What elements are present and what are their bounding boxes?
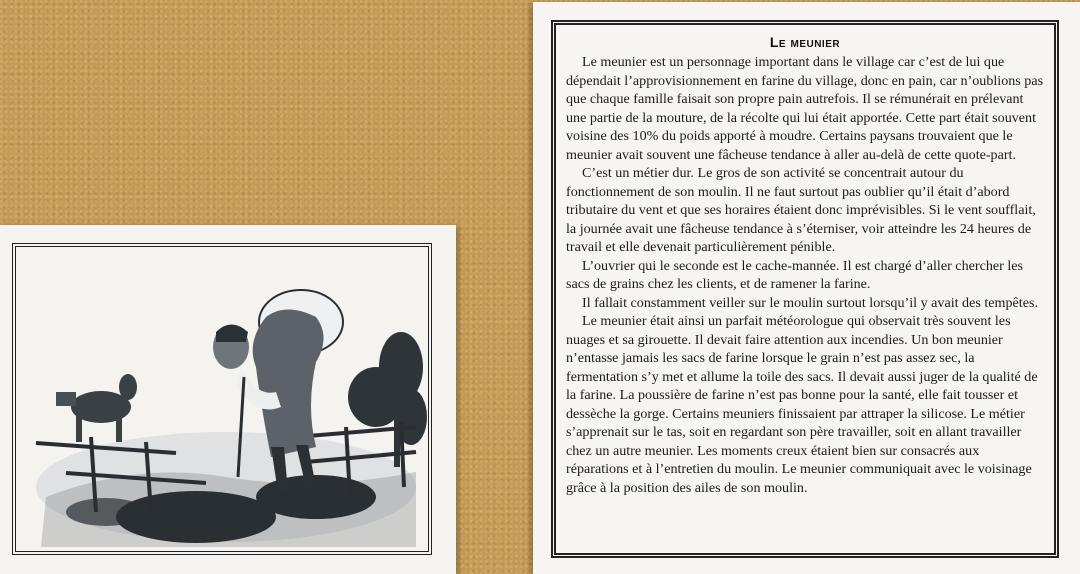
paragraph: L’ouvrier qui le seconde est le cache-mannée. Il est chargé d’aller chercher les sacs de grains chez les clients, et de ramener la farine. (566, 257, 1023, 292)
article-title: Le meunier (769, 34, 841, 50)
illustration-card (0, 225, 456, 574)
text-frame (551, 20, 1059, 558)
paragraph: C’est un métier dur. Le gros de son activité se concentrait autour du fonctionnement de son moulin. Il ne faut surtout pas oublier qu’il était d’abord tributaire du vent et que ses horaires étaient donc imprévisibles. Si le vent soufflait, la journée avait une fâcheuse tendance à s’éterniser, voir atteindre les 24 heures de travail et elle devenait particulièrement pénible. (566, 165, 1036, 255)
paragraph: Le meunier était ainsi un parfait météorologue qui observait très souvent les nuages et sa girouette. Il devait faire attention aux incendies. Un bon meunier n’entasse jamais les sacs de farine lorsque le grain n’est pas assez sec, la fermentation s’y met et allume la toile des sacs. Il devait aussi juger de la qualité de la farine. La poussière de farine n’est pas bonne pour la santé, elle fait tousser et dessèche la gorge. Certains meuniers finissaient par attraper la silicose. Le métier s’apprenait sur le tas, soit en regardant son père travailler, soit en allant travailler chez un autre meunier. Les moments creux étaient bien sur consacrés aux réparations et à l’entretien du moulin. Le meunier communiquait avec le voisinage grâce à la position des ailes de son moulin. (566, 313, 1038, 496)
text-card (533, 2, 1080, 574)
tree (348, 332, 427, 467)
miller-engraving (16, 247, 428, 551)
donkey (56, 374, 137, 442)
paragraph: Le meunier est un personnage important dans le village car c’est de lui que dépendait l’approvisionnement en farine du village, donc en pain, car n’oublions pas que chaque famille faisait son propre pain autrefois. Il se rémunérait en prélevant une partie de la mouture, de la récolte qui lui était apportée. Cette part était souvent voisine des 10% du poids apporté à moudre. Certains paysans trouvaient que le meunier avait souvent une fâcheuse tendance à aller au-delà de cette quote-part. (566, 54, 1044, 163)
paragraph: Il fallait constamment veiller sur le moulin surtout lorsqu’il y avait des tempêtes. (582, 294, 1038, 311)
illustration-frame (12, 243, 432, 555)
